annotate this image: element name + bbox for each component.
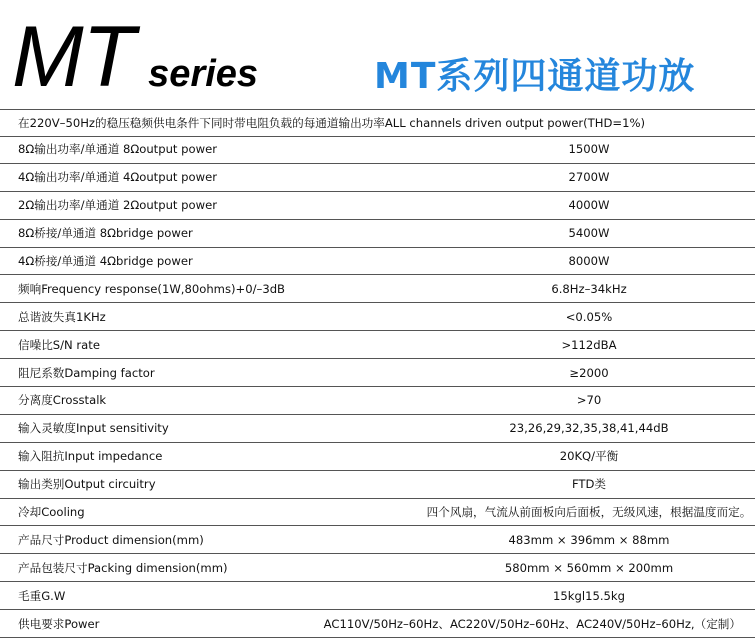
spec-value: 20KQ/平衡: [303, 442, 755, 470]
spec-value: 483mm × 396mm × 88mm: [303, 526, 755, 554]
spec-label: 频响Frequency response(1W,80ohms)+0/–3dB: [0, 275, 303, 303]
spec-label: 输入灵敏度Input sensitivity: [0, 414, 303, 442]
spec-row: [0, 275, 755, 303]
page-title: MT系列四通道功放: [374, 56, 696, 97]
brand-logo: [12, 8, 258, 107]
spec-value: ≥2000: [303, 359, 755, 387]
spec-row: [0, 442, 755, 470]
spec-value: 四个风扇，气流从前面板向后面板，无级风速，根据温度而定。: [303, 498, 755, 526]
spec-label: 产品包装尺寸Packing dimension(mm): [0, 554, 303, 582]
spec-value: 5400W: [303, 219, 755, 247]
spec-row: [0, 219, 755, 247]
spec-value: 15kgl15.5kg: [303, 582, 755, 610]
spec-label: 信噪比S/N rate: [0, 331, 303, 359]
spec-value: >112dBA: [303, 331, 755, 359]
spec-row: [0, 610, 755, 638]
spec-value: 6.8Hz–34kHz: [303, 275, 755, 303]
spec-row: [0, 470, 755, 498]
spec-value: <0.05%: [303, 303, 755, 331]
spec-value: 8000W: [303, 247, 755, 275]
spec-label: 2Ω输出功率/单通道 2Ωoutput power: [0, 191, 303, 219]
spec-row: [0, 582, 755, 610]
spec-row: [0, 247, 755, 275]
spec-value: 2700W: [303, 163, 755, 191]
spec-row: [0, 136, 755, 163]
spec-value: FTD类: [303, 470, 755, 498]
spec-row: [0, 387, 755, 415]
spec-value: 1500W: [303, 136, 755, 163]
spec-row: [0, 414, 755, 442]
spec-value: 23,26,29,32,35,38,41,44dB: [303, 414, 755, 442]
brand-sub-text: series: [148, 53, 259, 95]
spec-label: 4Ω输出功率/单通道 4Ωoutput power: [0, 163, 303, 191]
spec-row: [0, 163, 755, 191]
spec-value: >70: [303, 387, 755, 415]
header: [0, 0, 755, 109]
brand-main-text: MT: [12, 9, 135, 105]
spec-label: 毛重G.W: [0, 582, 303, 610]
spec-row: [0, 554, 755, 582]
spec-value: AC110V/50Hz–60Hz、AC220V/50Hz–60Hz、AC240V/50Hz–60Hz,（定制）: [303, 610, 755, 638]
intro-text: 在220V–50Hz的稳压稳频供电条件下同时带电阻负载的每通道输出功率ALL channels driven output power(THD=1%): [0, 110, 755, 137]
spec-value: 580mm × 560mm × 200mm: [303, 554, 755, 582]
spec-label: 总谐波失真1KHz: [0, 303, 303, 331]
spec-label: 输入阻抗Input impedance: [0, 442, 303, 470]
spec-label: 阻尼系数Damping factor: [0, 359, 303, 387]
spec-label: 8Ω输出功率/单通道 8Ωoutput power: [0, 136, 303, 163]
spec-label: 产品尺寸Product dimension(mm): [0, 526, 303, 554]
spec-row: [0, 191, 755, 219]
spec-table: [0, 136, 755, 638]
spec-label: 供电要求Power: [0, 610, 303, 638]
spec-label: 分离度Crosstalk: [0, 387, 303, 415]
spec-row: [0, 331, 755, 359]
spec-row: [0, 526, 755, 554]
spec-row: [0, 359, 755, 387]
spec-label: 8Ω桥接/单通道 8Ωbridge power: [0, 219, 303, 247]
spec-label: 冷却Cooling: [0, 498, 303, 526]
spec-label: 输出类别Output circuitry: [0, 470, 303, 498]
spec-row: [0, 498, 755, 526]
spec-value: 4000W: [303, 191, 755, 219]
spec-table-body: [0, 136, 755, 638]
spec-label: 4Ω桥接/单通道 4Ωbridge power: [0, 247, 303, 275]
spec-row: [0, 303, 755, 331]
